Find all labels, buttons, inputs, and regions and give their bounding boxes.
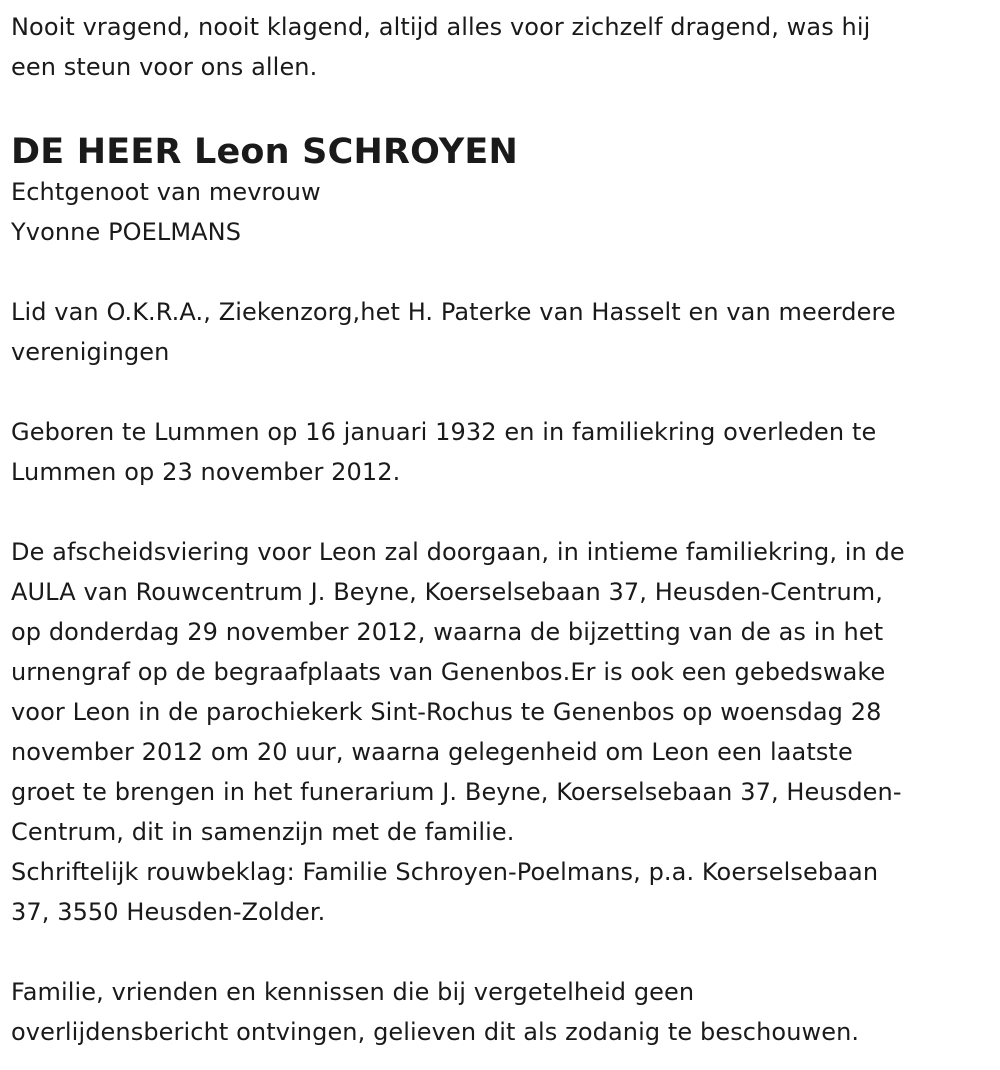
spacer: [11, 932, 991, 972]
condolence-line-2: 37, 3550 Heusden-Zolder.: [11, 898, 326, 926]
ceremony-line-5: voor Leon in de parochiekerk Sint-Rochus te Genenbos op woensdag 28: [11, 698, 882, 726]
birth-death-line-1: Geboren te Lummen op 16 januari 1932 en in familiekring overleden te: [11, 418, 877, 446]
birth-death-line-2: Lummen op 23 november 2012.: [11, 458, 401, 486]
closing-line-2: overlijdensbericht ontvingen, gelieven dit als zodanig te beschouwen.: [11, 1018, 860, 1046]
membership-line-1: Lid van O.K.R.A., Ziekenzorg,het H. Paterke van Hasselt en van meerdere: [11, 298, 896, 326]
spacer: [11, 492, 991, 532]
spouse-info: [11, 172, 991, 252]
spouse-line-2: Yvonne POELMANS: [11, 218, 242, 246]
deceased-name: DE HEER Leon SCHROYEN: [11, 132, 518, 172]
condolence-line-1: Schriftelijk rouwbeklag: Familie Schroyen-Poelmans, p.a. Koerselsebaan: [11, 858, 879, 886]
ceremony-line-8: Centrum, dit in samenzijn met de familie.: [11, 818, 515, 846]
intro-line-2: een steun voor ons allen.: [11, 53, 318, 81]
intro-quote: [11, 7, 991, 87]
membership-line-2: verenigingen: [11, 338, 170, 366]
spouse-line-1: Echtgenoot van mevrouw: [11, 178, 321, 206]
ceremony-line-2: AULA van Rouwcentrum J. Beyne, Koerselsebaan 37, Heusden-Centrum,: [11, 578, 883, 606]
intro-line-1: Nooit vragend, nooit klagend, altijd alles voor zichzelf dragend, was hij: [11, 13, 871, 41]
ceremony-line-6: november 2012 om 20 uur, waarna gelegenheid om Leon een laatste: [11, 738, 853, 766]
spacer: [11, 252, 991, 292]
closing-line-1: Familie, vrienden en kennissen die bij vergetelheid geen: [11, 978, 695, 1006]
spacer: [11, 372, 991, 412]
membership-info: [11, 292, 991, 372]
birth-death-info: [11, 412, 991, 492]
ceremony-info: [11, 532, 991, 932]
closing-note: [11, 972, 991, 1052]
ceremony-line-4: urnengraf op de begraafplaats van Genenbos.Er is ook een gebedswake: [11, 658, 886, 686]
ceremony-line-1: De afscheidsviering voor Leon zal doorgaan, in intieme familiekring, in de: [11, 538, 905, 566]
ceremony-line-7: groet te brengen in het funerarium J. Beyne, Koerselsebaan 37, Heusden-: [11, 778, 902, 806]
ceremony-line-3: op donderdag 29 november 2012, waarna de bijzetting van de as in het: [11, 618, 884, 646]
obituary-document: [11, 0, 991, 1052]
